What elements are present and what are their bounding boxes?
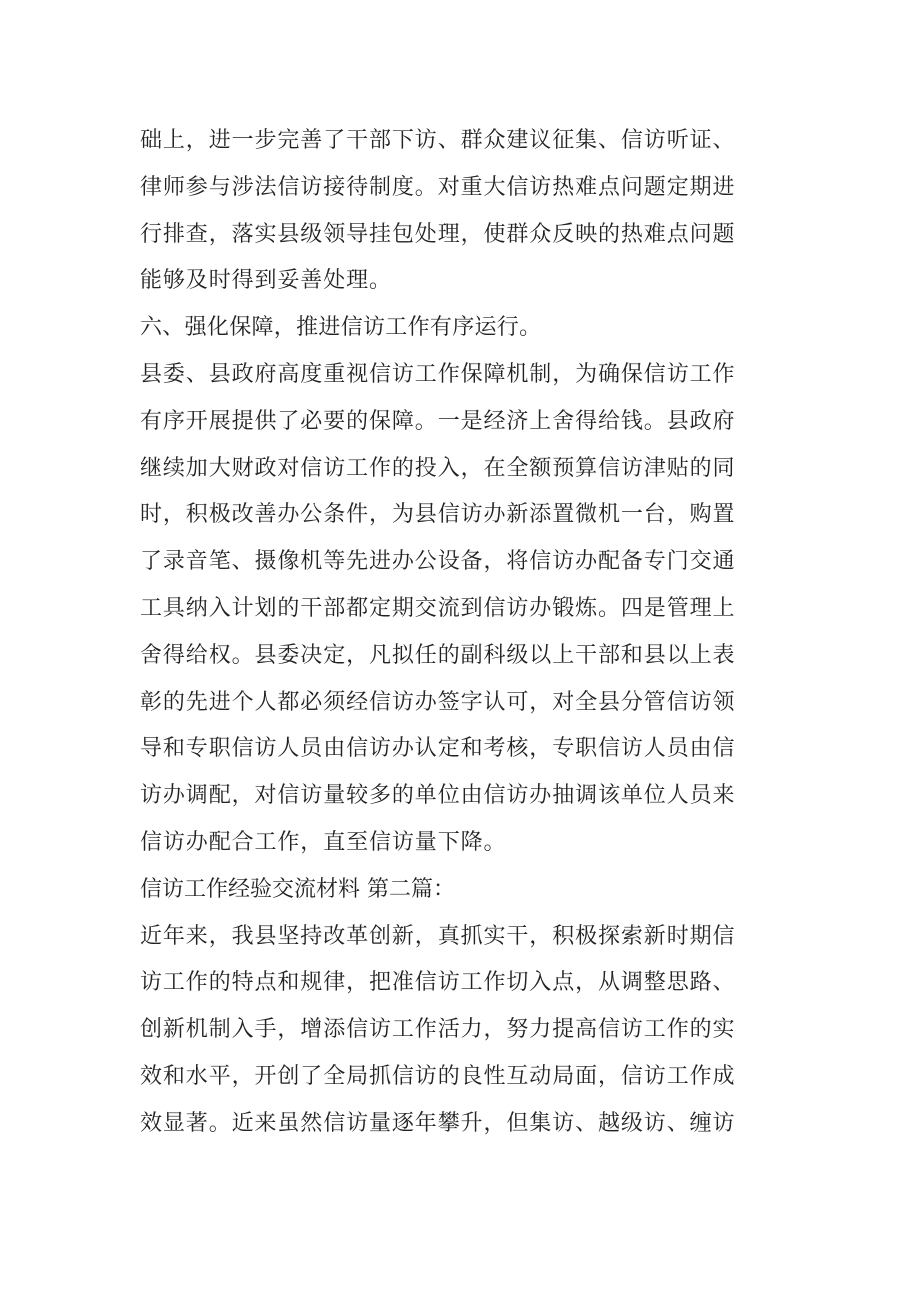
text-line: 信访办配合工作，直至信访量下降。: [140, 829, 507, 855]
document-body: [140, 118, 800, 1148]
text-line: 础上，进一步完善了干部下访、群众建议征集、信访听证、: [140, 128, 736, 153]
text-line: 效显著。近来虽然信访量逐年攀升，但集访、越级访、缠访: [140, 1110, 736, 1136]
text-line: 导和专职信访人员由信访办认定和考核，专职信访人员由信: [140, 736, 736, 762]
text-line: 时，积极改善办公条件，为县信访办新添置微机一台，购置: [140, 502, 736, 528]
text-line: 能够及时得到妥善处理。: [140, 268, 392, 294]
text-line: 访办调配，对信访量较多的单位由信访办抽调该单位人员来: [140, 783, 736, 809]
text-line: 舍得给权。县委决定，凡拟任的副科级以上干部和县以上表: [140, 642, 736, 668]
text-line: 彰的先进个人都必须经信访办签字认可，对全县分管信访领: [140, 689, 736, 715]
text-line: 行排查，落实县级领导挂包处理，使群众反映的热难点问题: [140, 221, 736, 247]
text-line: 继续加大财政对信访工作的投入，在全额预算信访津贴的同: [140, 455, 736, 481]
text-line: 工具纳入计划的干部都定期交流到信访办锻炼。四是管理上: [140, 595, 736, 621]
text-line: 了录音笔、摄像机等先进办公设备，将信访办配备专门交通: [140, 549, 736, 575]
text-line: 有序开展提供了必要的保障。一是经济上舍得给钱。县政府: [140, 408, 736, 434]
text-line: 近年来，我县坚持改革创新，真抓实干，积极探索新时期信: [140, 923, 736, 949]
text-line: 效和水平，开创了全局抓信访的良性互动局面，信访工作成: [140, 1063, 736, 1089]
text-line: 律师参与涉法信访接待制度。对重大信访热难点问题定期进: [140, 174, 736, 200]
text-line: 县委、县政府高度重视信访工作保障机制，为确保信访工作: [140, 361, 736, 387]
text-line: 创新机制入手，增添信访工作活力，努力提高信访工作的实: [140, 1017, 736, 1043]
chapter-title: 信访工作经验交流材料 第二篇：: [140, 876, 455, 902]
section-heading: 六、强化保障，推进信访工作有序运行。: [140, 315, 542, 341]
text-line: 访工作的特点和规律，把准信访工作切入点，从调整思路、: [140, 970, 736, 996]
